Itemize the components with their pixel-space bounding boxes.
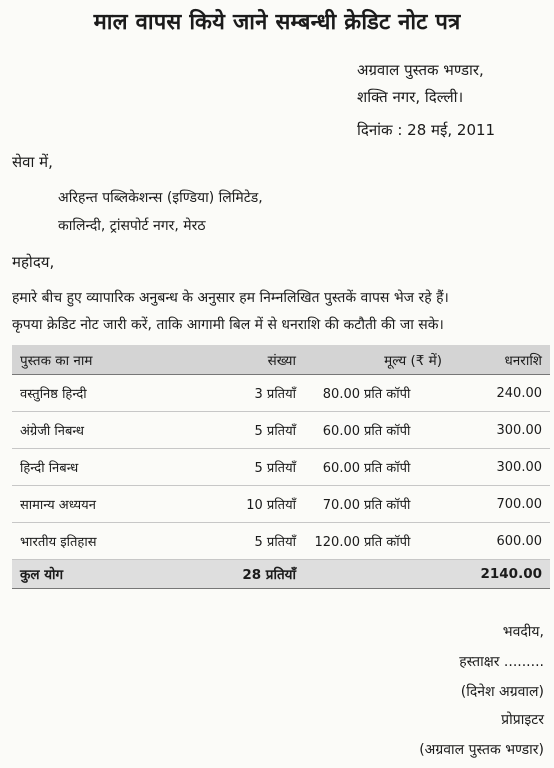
table-row — [12, 486, 550, 523]
signature-line: हस्ताक्षर ......... — [459, 654, 544, 670]
price-unit: प्रति कॉपी — [364, 498, 411, 513]
book-name: हिन्दी निबन्ध — [12, 449, 178, 486]
recipient-line-2: कालिन्दी, ट्रांसपोर्ट नगर, मेरठ — [58, 218, 206, 234]
table-header-row — [12, 345, 550, 375]
table-row — [12, 412, 550, 449]
header-book-name: पुस्तक का नाम — [12, 345, 178, 375]
book-quantity: 5 प्रतियाँ — [178, 449, 304, 486]
book-quantity: 5 प्रतियाँ — [178, 412, 304, 449]
salutation-to: सेवा में, — [12, 153, 53, 171]
header-quantity: संख्या — [178, 345, 304, 375]
total-amount: 2140.00 — [450, 560, 550, 589]
valediction: भवदीय, — [502, 624, 544, 640]
book-price — [304, 449, 450, 486]
book-amount: 300.00 — [450, 449, 550, 486]
book-name: भारतीय इतिहास — [12, 523, 178, 560]
book-price — [304, 375, 450, 412]
table-row — [12, 375, 550, 412]
letter-date: दिनांक : 28 मई, 2011 — [357, 121, 496, 139]
total-quantity: 28 प्रतियाँ — [178, 560, 304, 589]
body-line-1: हमारे बीच हुए व्यापारिक अनुबन्ध के अनुसार हम निम्नलिखित पुस्तकें वापस भेज रहे हैं। — [12, 290, 449, 306]
price-unit: प्रति कॉपी — [364, 387, 411, 402]
total-label: कुल योग — [12, 560, 178, 589]
recipient-line-1: अरिहन्त पब्लिकेशन्स (इण्डिया) लिमिटेड, — [58, 190, 263, 206]
header-amount: धनराशि — [450, 345, 550, 375]
signatory-designation: प्रोप्राइटर — [501, 712, 544, 728]
price-value: 80.00 — [322, 387, 360, 402]
table-row — [12, 449, 550, 486]
signatory-name: (दिनेश अग्रवाल) — [460, 684, 544, 700]
price-unit: प्रति कॉपी — [364, 461, 411, 476]
total-price-blank — [304, 560, 450, 589]
book-quantity: 10 प्रतियाँ — [178, 486, 304, 523]
total-row — [12, 560, 550, 589]
book-amount: 300.00 — [450, 412, 550, 449]
book-amount: 700.00 — [450, 486, 550, 523]
book-name: अंग्रेजी निबन्ध — [12, 412, 178, 449]
sender-line-2: शक्ति नगर, दिल्ली। — [357, 88, 464, 106]
greeting: महोदय, — [12, 253, 55, 271]
book-quantity: 5 प्रतियाँ — [178, 523, 304, 560]
credit-note-table — [12, 345, 550, 589]
header-price: मूल्य (₹ में) — [304, 345, 450, 375]
sender-line-1: अग्रवाल पुस्तक भण्डार, — [357, 61, 484, 79]
price-value: 70.00 — [322, 498, 360, 513]
book-amount: 240.00 — [450, 375, 550, 412]
book-price — [304, 412, 450, 449]
book-name: वस्तुनिष्ठ हिन्दी — [12, 375, 178, 412]
price-unit: प्रति कॉपी — [364, 535, 411, 550]
book-amount: 600.00 — [450, 523, 550, 560]
table-row — [12, 523, 550, 560]
price-value: 60.00 — [322, 461, 360, 476]
book-name: सामान्य अध्ययन — [12, 486, 178, 523]
book-price — [304, 486, 450, 523]
price-value: 60.00 — [322, 424, 360, 439]
price-unit: प्रति कॉपी — [364, 424, 411, 439]
price-value: 120.00 — [314, 535, 360, 550]
firm-name: (अग्रवाल पुस्तक भण्डार) — [419, 742, 544, 758]
body-line-2: कृपया क्रेडिट नोट जारी करें, ताकि आगामी बिल में से धनराशि की कटौती की जा सके। — [12, 317, 444, 333]
book-price — [304, 523, 450, 560]
book-quantity: 3 प्रतियाँ — [178, 375, 304, 412]
letter-heading: माल वापस किये जाने सम्बन्धी क्रेडिट नोट पत्र — [93, 10, 461, 35]
